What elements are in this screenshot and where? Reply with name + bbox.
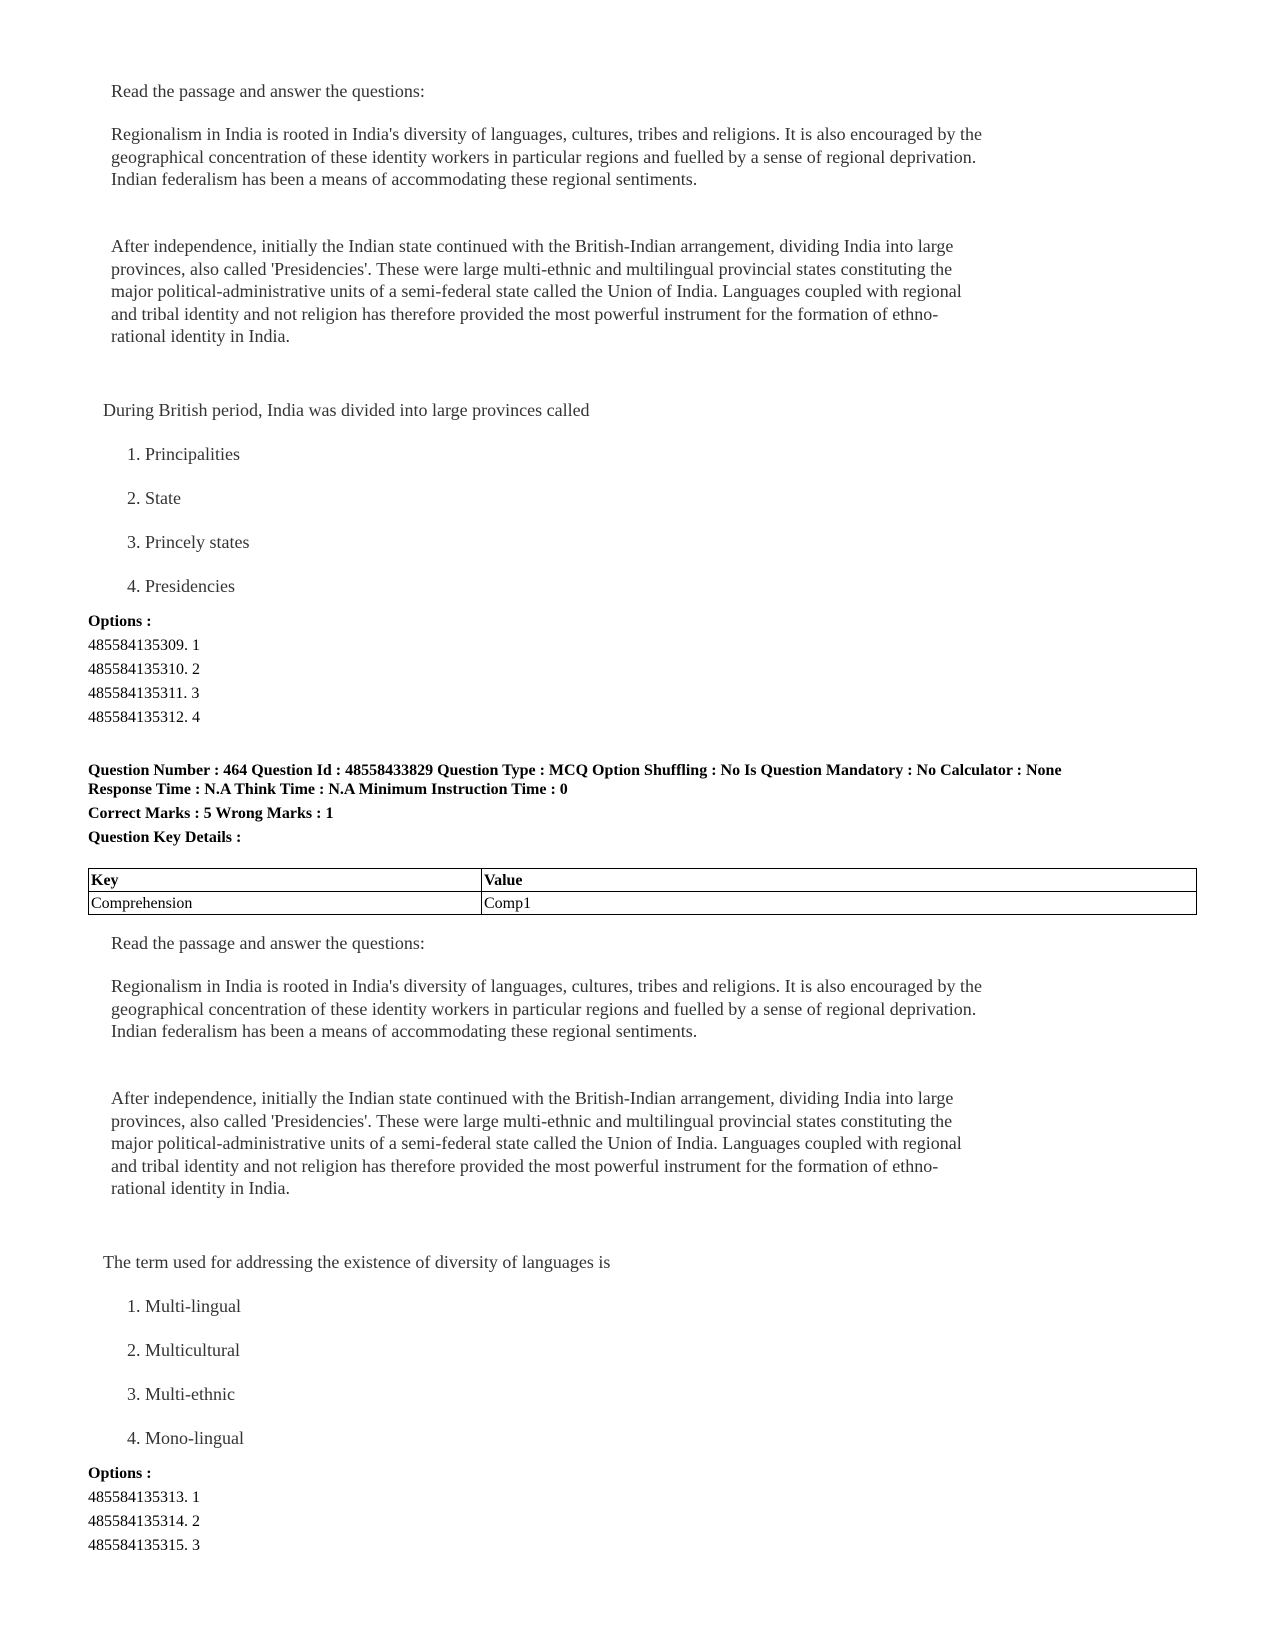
answer-choice: 3. Princely states <box>127 532 250 552</box>
options-label: Options : <box>88 1465 152 1482</box>
table-row <box>89 892 1197 915</box>
answer-choice: 4. Mono-lingual <box>127 1428 244 1448</box>
option-id: 485584135315. 3 <box>88 1537 200 1554</box>
table-cell-key: Comprehension <box>89 892 482 915</box>
table-header-row <box>89 869 1197 892</box>
answer-choice: 1. Principalities <box>127 444 240 464</box>
passage-paragraph-1: Regionalism in India is rooted in India's diversity of languages, cultures, tribes and religions. It is also encouraged by the geographical concentration of these identity workers in particular regions and fuelled by a sense of regional deprivation. Indian federalism has been a means of accommodating these regional sentiments. <box>111 976 983 1041</box>
question-stem: During British period, India was divided into large provinces called <box>103 400 590 420</box>
question-key-table <box>88 868 1197 915</box>
question-marks: Correct Marks : 5 Wrong Marks : 1 <box>88 805 334 822</box>
option-id: 485584135309. 1 <box>88 637 200 654</box>
option-id: 485584135313. 1 <box>88 1489 200 1506</box>
table-header-value: Value <box>482 869 1197 892</box>
answer-choice: 3. Multi-ethnic <box>127 1384 235 1404</box>
answer-choice: 2. Multicultural <box>127 1340 240 1360</box>
passage-paragraph-1: Regionalism in India is rooted in India's diversity of languages, cultures, tribes and religions. It is also encouraged by the geographical concentration of these identity workers in particular regions and fuelled by a sense of regional deprivation. Indian federalism has been a means of accommodating these regional sentiments. <box>111 124 983 189</box>
question-key-details-label: Question Key Details : <box>88 829 242 846</box>
table-header-key: Key <box>89 869 482 892</box>
question-meta: Question Number : 464 Question Id : 48558433829 Question Type : MCQ Option Shuffling : No Is Question Mandatory : No Calculator : None <box>88 762 1062 779</box>
option-id: 485584135312. 4 <box>88 709 200 726</box>
passage-instruction: Read the passage and answer the questions: <box>111 81 425 101</box>
table-cell-value: Comp1 <box>482 892 1197 915</box>
question-meta-timing: Response Time : N.A Think Time : N.A Minimum Instruction Time : 0 <box>88 781 568 798</box>
passage-paragraph-2: After independence, initially the Indian state continued with the British-Indian arrangement, dividing India into large provinces, also called 'Presidencies'. These were large multi-ethnic and multilingual provincial states constituting the major political-administrative units of a semi-federal state called the Union of India. Languages coupled with regional and tribal identity and not religion has therefore provided the most powerful instrument for the formation of ethno-rational identity in India. <box>111 236 962 346</box>
option-id: 485584135314. 2 <box>88 1513 200 1530</box>
answer-choice: 1. Multi-lingual <box>127 1296 241 1316</box>
passage-instruction: Read the passage and answer the questions: <box>111 933 425 953</box>
question-stem: The term used for addressing the existence of diversity of languages is <box>103 1252 611 1272</box>
option-id: 485584135310. 2 <box>88 661 200 678</box>
options-label: Options : <box>88 613 152 630</box>
answer-choice: 4. Presidencies <box>127 576 235 596</box>
answer-choice: 2. State <box>127 488 181 508</box>
passage-paragraph-2: After independence, initially the Indian state continued with the British-Indian arrangement, dividing India into large provinces, also called 'Presidencies'. These were large multi-ethnic and multilingual provincial states constituting the major political-administrative units of a semi-federal state called the Union of India. Languages coupled with regional and tribal identity and not religion has therefore provided the most powerful instrument for the formation of ethno-rational identity in India. <box>111 1088 962 1198</box>
option-id: 485584135311. 3 <box>88 685 200 702</box>
